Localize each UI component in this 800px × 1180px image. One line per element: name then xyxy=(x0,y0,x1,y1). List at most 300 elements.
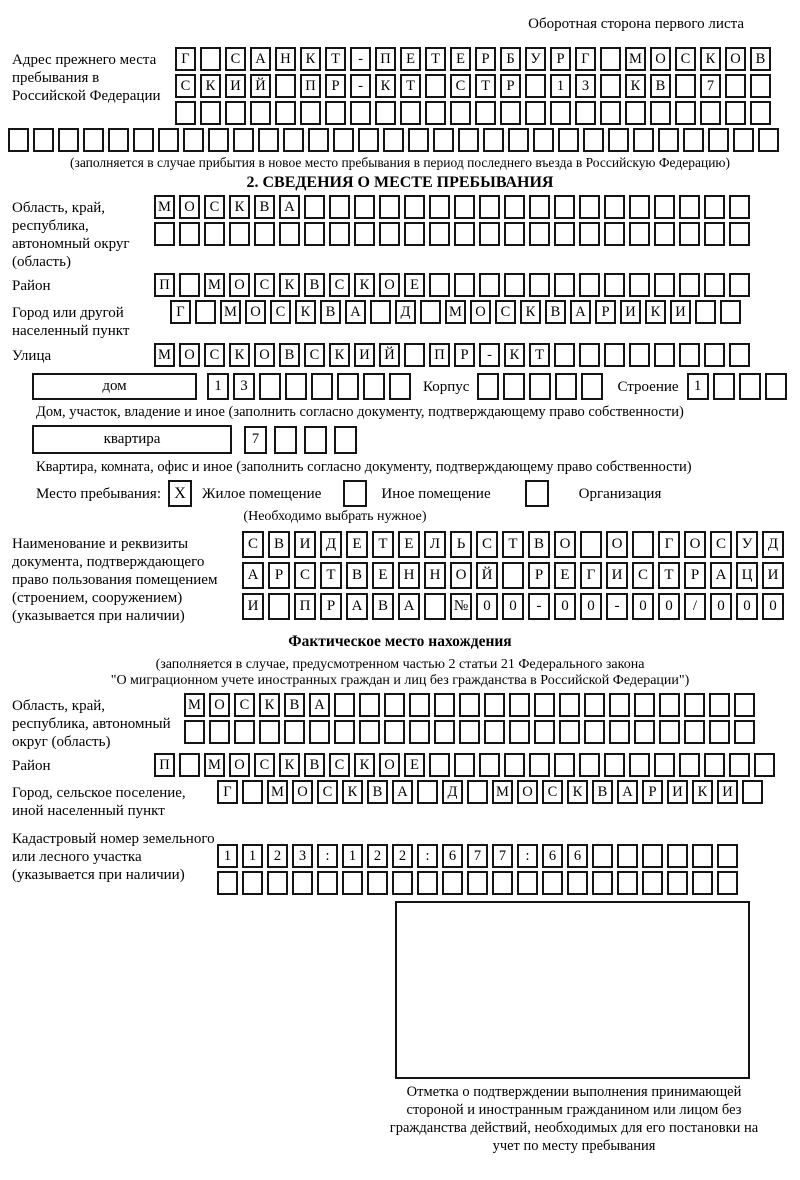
actual-cadastral-row-2 xyxy=(217,871,738,895)
char-box xyxy=(417,871,438,895)
char-box: Р xyxy=(268,562,290,589)
char-box: П xyxy=(154,753,175,777)
char-box: И xyxy=(354,343,375,367)
actual-city-row xyxy=(217,780,763,804)
char-box: С xyxy=(175,74,196,98)
char-box: К xyxy=(342,780,363,804)
char-box: С xyxy=(294,562,316,589)
char-box xyxy=(559,720,580,744)
char-box: Г xyxy=(170,300,191,324)
char-box xyxy=(742,780,763,804)
char-box: М xyxy=(154,195,175,219)
char-box: Е xyxy=(404,273,425,297)
char-box: А xyxy=(279,195,300,219)
char-box xyxy=(517,871,538,895)
s2-house-row xyxy=(207,373,411,400)
char-box: В xyxy=(545,300,566,324)
char-box xyxy=(725,101,746,125)
s2-street-label: Улица xyxy=(12,348,52,364)
char-box xyxy=(404,195,425,219)
char-box: А xyxy=(710,562,732,589)
char-box: А xyxy=(345,300,366,324)
char-box xyxy=(304,426,327,454)
char-box: Е xyxy=(346,531,368,558)
char-box xyxy=(454,273,475,297)
char-box: К xyxy=(504,343,525,367)
char-box xyxy=(617,871,638,895)
char-box xyxy=(729,195,750,219)
char-box xyxy=(633,128,654,152)
char-box: О xyxy=(254,343,275,367)
char-box: Т xyxy=(320,562,342,589)
char-box: Р xyxy=(595,300,616,324)
char-box: Е xyxy=(400,47,421,71)
char-box: А xyxy=(242,562,264,589)
char-box xyxy=(584,720,605,744)
char-box: Р xyxy=(325,74,346,98)
char-box xyxy=(409,720,430,744)
char-box xyxy=(425,74,446,98)
char-box: В xyxy=(650,74,671,98)
char-box xyxy=(729,222,750,246)
char-box: В xyxy=(304,273,325,297)
char-box: О xyxy=(606,531,628,558)
actual-cadastral-field xyxy=(12,826,800,895)
char-box: 0 xyxy=(736,593,758,620)
char-box: М xyxy=(184,693,205,717)
char-box: И xyxy=(667,780,688,804)
s2-district-field xyxy=(12,273,800,297)
char-box: И xyxy=(242,593,264,620)
stamp-note: Отметка о подтверждении выполнения принимающей стороной и иностранным гражданином или лицом без гражданства действий, необходимых для его постановки на учет по месту пребывания xyxy=(389,1084,759,1154)
char-box: У xyxy=(736,531,758,558)
char-box xyxy=(600,74,621,98)
char-box: К xyxy=(354,753,375,777)
char-box xyxy=(433,128,454,152)
char-box xyxy=(529,373,551,400)
char-box xyxy=(629,222,650,246)
s2-apartment-field xyxy=(32,425,800,454)
char-box xyxy=(200,101,221,125)
char-box xyxy=(384,720,405,744)
char-box xyxy=(504,273,525,297)
char-box: М xyxy=(492,780,513,804)
s2-city-field xyxy=(12,300,800,340)
char-box: П xyxy=(154,273,175,297)
char-box: 7 xyxy=(700,74,721,98)
s2-document-row-3 xyxy=(242,593,784,620)
char-box xyxy=(234,720,255,744)
char-box xyxy=(429,222,450,246)
s2-street-field xyxy=(12,343,800,367)
char-box xyxy=(429,753,450,777)
registration-stamp-box xyxy=(395,901,750,1079)
char-box xyxy=(404,343,425,367)
s2-district-row xyxy=(154,273,750,297)
s2-document-label: Наименование и реквизиты документа, подтверждающего право пользования помещением (строением, сооружением) (указывается при наличии) xyxy=(12,536,218,624)
char-box xyxy=(275,74,296,98)
char-box: М xyxy=(220,300,241,324)
s2-house-box-label: дом xyxy=(32,373,197,400)
char-box xyxy=(408,128,429,152)
char-box xyxy=(575,101,596,125)
char-box: В xyxy=(372,593,394,620)
char-box xyxy=(525,480,549,507)
char-box: 2 xyxy=(267,844,288,868)
char-box xyxy=(8,128,29,152)
char-box: О xyxy=(379,273,400,297)
prev-address-note: (заполняется в случае прибытия в новое место пребывания в период последнего въезда в Российскую Федерацию) xyxy=(69,155,731,170)
char-box xyxy=(242,780,263,804)
char-box xyxy=(502,562,524,589)
char-box: К xyxy=(329,343,350,367)
char-box: 2 xyxy=(367,844,388,868)
char-box xyxy=(584,693,605,717)
char-box: 1 xyxy=(242,844,263,868)
char-box: Е xyxy=(372,562,394,589)
char-box xyxy=(692,844,713,868)
char-box: С xyxy=(225,47,246,71)
char-box: Р xyxy=(500,74,521,98)
char-box: 0 xyxy=(580,593,602,620)
char-box xyxy=(183,128,204,152)
s2-region-field xyxy=(12,195,800,271)
char-box: 1 xyxy=(687,373,709,400)
actual-cadastral-row-1 xyxy=(217,844,738,868)
char-box: Г xyxy=(580,562,602,589)
char-box xyxy=(729,273,750,297)
s2-korpus-label: Корпус xyxy=(423,378,470,395)
actual-district-row xyxy=(154,753,775,777)
section2-title: 2. СВЕДЕНИЯ О МЕСТЕ ПРЕБЫВАНИЯ xyxy=(246,174,554,191)
char-box: С xyxy=(632,562,654,589)
char-box xyxy=(467,780,488,804)
char-box xyxy=(392,871,413,895)
char-box xyxy=(311,373,333,400)
s2-city-row xyxy=(170,300,741,324)
char-box xyxy=(579,222,600,246)
char-box: О xyxy=(179,343,200,367)
char-box xyxy=(632,531,654,558)
char-box: М xyxy=(267,780,288,804)
char-box: О xyxy=(209,693,230,717)
char-box xyxy=(329,195,350,219)
char-box xyxy=(308,128,329,152)
char-box: С xyxy=(329,273,350,297)
char-box: Р xyxy=(475,47,496,71)
char-box xyxy=(581,373,603,400)
char-box xyxy=(525,74,546,98)
char-box: С xyxy=(242,531,264,558)
actual-cadastral-rows xyxy=(217,844,738,895)
actual-cadastral-label: Кадастровый номер земельного или лесного участка (указывается при наличии) xyxy=(12,831,215,883)
char-box xyxy=(554,343,575,367)
char-box xyxy=(242,871,263,895)
char-box: 0 xyxy=(762,593,784,620)
char-box xyxy=(654,753,675,777)
char-box xyxy=(283,128,304,152)
actual-region-label: Область, край, республика, автономный округ (область) xyxy=(12,698,171,750)
char-box xyxy=(195,300,216,324)
actual-location-title: Фактическое место нахождения xyxy=(288,633,512,650)
char-box: Т xyxy=(372,531,394,558)
char-box: В xyxy=(268,531,290,558)
char-box: Е xyxy=(404,753,425,777)
char-box: / xyxy=(684,593,706,620)
char-box xyxy=(609,693,630,717)
char-box xyxy=(309,720,330,744)
char-box xyxy=(608,128,629,152)
char-box: X xyxy=(168,480,192,507)
char-box xyxy=(729,343,750,367)
char-box: А xyxy=(346,593,368,620)
char-box: И xyxy=(762,562,784,589)
char-box xyxy=(434,693,455,717)
char-box: : xyxy=(517,844,538,868)
s2-region-label: Область, край, республика, автономный округ (область) xyxy=(12,200,130,270)
char-box xyxy=(209,720,230,744)
char-box xyxy=(304,222,325,246)
char-box: Т xyxy=(400,74,421,98)
char-box xyxy=(367,871,388,895)
s2-apartment-box-label: квартира xyxy=(32,425,232,454)
s2-stay-option-residential-label: Жилое помещение xyxy=(202,485,322,502)
char-box xyxy=(684,693,705,717)
char-box xyxy=(708,128,729,152)
char-box xyxy=(542,871,563,895)
s2-stroenie-row xyxy=(687,373,787,400)
char-box xyxy=(284,720,305,744)
char-box xyxy=(158,128,179,152)
char-box: О xyxy=(450,562,472,589)
char-box xyxy=(604,273,625,297)
s2-stay-option-other-label: Иное помещение xyxy=(381,485,491,502)
char-box xyxy=(479,273,500,297)
char-box xyxy=(429,195,450,219)
char-box xyxy=(359,693,380,717)
char-box: Е xyxy=(398,531,420,558)
char-box xyxy=(654,273,675,297)
char-box xyxy=(625,101,646,125)
char-box xyxy=(704,343,725,367)
char-box xyxy=(659,720,680,744)
char-box xyxy=(679,195,700,219)
char-box: И xyxy=(225,74,246,98)
char-box xyxy=(529,222,550,246)
char-box: 6 xyxy=(567,844,588,868)
char-box xyxy=(475,101,496,125)
prev-address-rows xyxy=(175,47,771,125)
char-box xyxy=(733,128,754,152)
char-box xyxy=(425,101,446,125)
char-box xyxy=(359,720,380,744)
char-box xyxy=(383,128,404,152)
char-box xyxy=(617,844,638,868)
char-box: Г xyxy=(175,47,196,71)
char-box: Н xyxy=(275,47,296,71)
char-box xyxy=(358,128,379,152)
char-box xyxy=(654,195,675,219)
char-box xyxy=(179,753,200,777)
char-box xyxy=(554,753,575,777)
char-box xyxy=(695,300,716,324)
char-box: М xyxy=(625,47,646,71)
char-box xyxy=(704,195,725,219)
char-box xyxy=(679,273,700,297)
char-box: Е xyxy=(554,562,576,589)
char-box xyxy=(550,101,571,125)
char-box: К xyxy=(625,74,646,98)
char-box xyxy=(533,128,554,152)
char-box: Р xyxy=(684,562,706,589)
char-box: С xyxy=(710,531,732,558)
actual-district-label: Район xyxy=(12,758,51,774)
char-box xyxy=(534,720,555,744)
char-box xyxy=(274,426,297,454)
char-box xyxy=(629,273,650,297)
char-box xyxy=(258,128,279,152)
char-box xyxy=(504,753,525,777)
char-box: Р xyxy=(642,780,663,804)
char-box xyxy=(654,343,675,367)
s2-stay-option-organization-label: Организация xyxy=(578,485,662,502)
char-box: В xyxy=(528,531,550,558)
char-box xyxy=(604,222,625,246)
char-box: Н xyxy=(424,562,446,589)
char-box: 6 xyxy=(542,844,563,868)
char-box xyxy=(204,222,225,246)
char-box xyxy=(739,373,761,400)
char-box: Т xyxy=(475,74,496,98)
char-box xyxy=(717,844,738,868)
char-box xyxy=(600,47,621,71)
char-box xyxy=(33,128,54,152)
s2-document-row-2 xyxy=(242,562,784,589)
char-box xyxy=(629,753,650,777)
actual-region-rows xyxy=(184,693,755,744)
char-box: 1 xyxy=(342,844,363,868)
char-box xyxy=(350,101,371,125)
char-box: К xyxy=(279,753,300,777)
char-box xyxy=(208,128,229,152)
char-box xyxy=(300,101,321,125)
char-box xyxy=(250,101,271,125)
char-box xyxy=(484,720,505,744)
char-box xyxy=(217,871,238,895)
char-box: П xyxy=(375,47,396,71)
char-box: К xyxy=(279,273,300,297)
char-box: В xyxy=(254,195,275,219)
actual-district-field xyxy=(12,753,800,777)
char-box: О xyxy=(470,300,491,324)
char-box xyxy=(729,753,750,777)
char-box xyxy=(229,222,250,246)
char-box: М xyxy=(204,273,225,297)
char-box xyxy=(692,871,713,895)
s2-region-rows xyxy=(154,195,750,246)
char-box: № xyxy=(450,593,472,620)
char-box xyxy=(343,480,367,507)
char-box xyxy=(292,871,313,895)
char-box: К xyxy=(300,47,321,71)
char-box xyxy=(642,871,663,895)
char-box: О xyxy=(229,273,250,297)
char-box xyxy=(400,101,421,125)
char-box: К xyxy=(645,300,666,324)
char-box: - xyxy=(350,74,371,98)
char-box: Б xyxy=(500,47,521,71)
char-box: - xyxy=(479,343,500,367)
char-box: К xyxy=(700,47,721,71)
char-box: Н xyxy=(398,562,420,589)
char-box xyxy=(504,222,525,246)
char-box: 0 xyxy=(476,593,498,620)
char-box xyxy=(268,593,290,620)
char-box xyxy=(384,693,405,717)
char-box xyxy=(424,593,446,620)
char-box xyxy=(329,222,350,246)
char-box xyxy=(479,753,500,777)
char-box xyxy=(503,373,525,400)
char-box: В xyxy=(592,780,613,804)
char-box: И xyxy=(670,300,691,324)
char-box: Р xyxy=(320,593,342,620)
char-box xyxy=(200,47,221,71)
char-box: О xyxy=(517,780,538,804)
char-box: - xyxy=(528,593,550,620)
s2-stay-checkbox-organization xyxy=(525,480,549,507)
char-box xyxy=(334,720,355,744)
prev-address-row-1 xyxy=(175,47,771,71)
char-box: К xyxy=(520,300,541,324)
char-box xyxy=(580,531,602,558)
char-box: Д xyxy=(395,300,416,324)
char-box: К xyxy=(200,74,221,98)
char-box xyxy=(450,101,471,125)
s2-street-row xyxy=(154,343,750,367)
char-box xyxy=(333,128,354,152)
char-box: И xyxy=(606,562,628,589)
char-box xyxy=(709,693,730,717)
char-box xyxy=(58,128,79,152)
char-box xyxy=(479,222,500,246)
char-box: 7 xyxy=(492,844,513,868)
char-box: В xyxy=(750,47,771,71)
char-box: А xyxy=(392,780,413,804)
char-box xyxy=(650,101,671,125)
char-box: 7 xyxy=(244,426,267,454)
char-box: А xyxy=(309,693,330,717)
char-box xyxy=(504,195,525,219)
char-box xyxy=(379,222,400,246)
char-box: О xyxy=(725,47,746,71)
char-box xyxy=(583,128,604,152)
char-box: 1 xyxy=(217,844,238,868)
s2-document-field xyxy=(12,531,800,625)
char-box xyxy=(579,343,600,367)
actual-region-row-1 xyxy=(184,693,755,717)
char-box xyxy=(179,222,200,246)
char-box xyxy=(479,195,500,219)
s2-region-row-1 xyxy=(154,195,750,219)
char-box xyxy=(567,871,588,895)
char-box: К xyxy=(295,300,316,324)
char-box: К xyxy=(354,273,375,297)
char-box: Т xyxy=(658,562,680,589)
prev-address-row-2 xyxy=(175,74,771,98)
char-box xyxy=(667,844,688,868)
char-box: Г xyxy=(575,47,596,71)
